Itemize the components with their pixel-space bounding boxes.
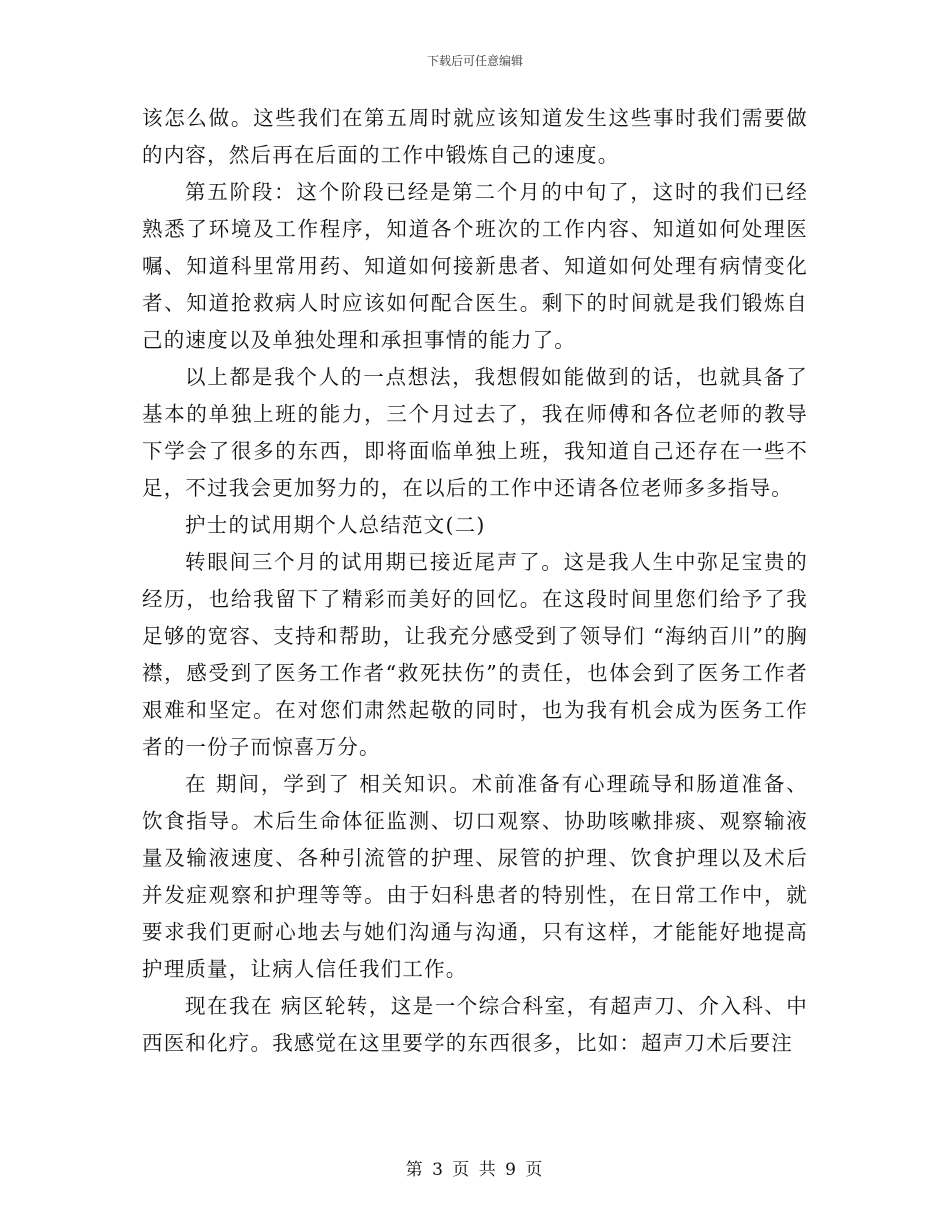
- section-title: 护士的试用期个人总结范文(二): [185, 513, 486, 537]
- page-header: 下载后可任意编辑: [426, 54, 523, 68]
- paragraph: 第五阶段：这个阶段已经是第二个月的中旬了，这时的我们已经熟悉了环境及工作程序，知道各个班次的工作内容、知道如何处理医嘱、知道科里常用药、知道如何接新患者、知道如何处理有病情变化者、知道抢救病人时应该如何配合医生。剩下的时间就是我们锻炼自己的速度以及单独处理和承担事情的能力了。: [142, 180, 808, 352]
- paragraph: 现在我在 病区轮转，这是一个综合科室，有超声刀、介入科、中西医和化疗。我感觉在这里要学的东西很多，比如：超声刀术后要注: [142, 994, 808, 1055]
- paragraph: 转眼间三个月的试用期已接近尾声了。这是我人生中弥足宝贵的经历，也给我留下了精彩而美好的回忆。在这段时间里您们给予了我足够的宽容、支持和帮助，让我充分感受到了领导们 “海纳百川”的胸襟，感受到了医务工作者“救死扶伤”的责任，也体会到了医务工作者艰难和坚定。在对您们肃然起敬的同时，也为我有机会成为医务工作者的一份子而惊喜万分。: [142, 550, 808, 759]
- paragraph: 该怎么做。这些我们在第五周时就应该知道发生这些事时我们需要做的内容，然后再在后面的工作中锻炼自己的速度。: [142, 106, 808, 167]
- document-body: [142, 100, 808, 1062]
- paragraph: 在 期间，学到了 相关知识。术前准备有心理疏导和肠道准备、饮食指导。术后生命体征监测、切口观察、协助咳嗽排痰、观察输液量及输液速度、各种引流管的护理、尿管的护理、饮食护理以及术后并发症观察和护理等等。由于妇科患者的特别性，在日常工作中，就要求我们更耐心地去与她们沟通与沟通，只有这样，才能能好地提高护理质量，让病人信任我们工作。: [142, 772, 808, 981]
- paragraph: 以上都是我个人的一点想法，我想假如能做到的话，也就具备了基本的单独上班的能力，三个月过去了，我在师傅和各位老师的教导下学会了很多的东西，即将面临单独上班，我知道自己还存在一些不足，不过我会更加努力的，在以后的工作中还请各位老师多多指导。: [142, 365, 808, 500]
- page-number: 第 3 页 共 9 页: [405, 1160, 545, 1180]
